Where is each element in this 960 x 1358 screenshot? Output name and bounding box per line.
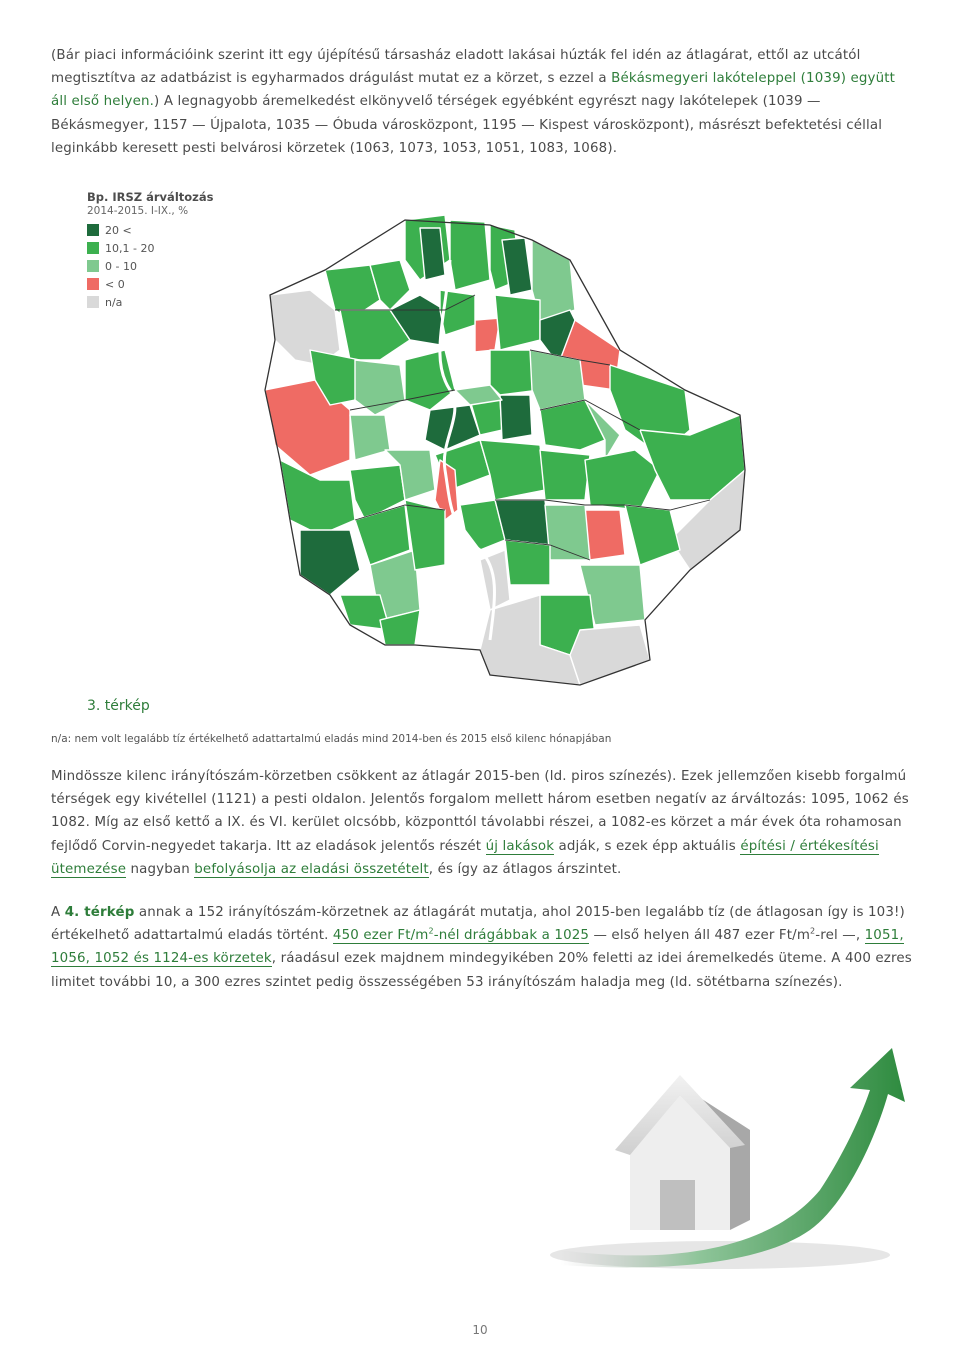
intro-paragraph (51, 44, 913, 160)
map-district (502, 238, 532, 295)
map-district (405, 350, 455, 410)
map-district (480, 440, 545, 500)
legend-item (87, 221, 213, 239)
legend-swatch (87, 260, 99, 272)
map-district (570, 625, 650, 685)
map-district (500, 395, 532, 440)
superscript: 2 (810, 926, 816, 936)
middle-text: adják, s ezek épp aktuális (554, 838, 741, 854)
map-district (355, 360, 405, 415)
map-district (450, 220, 490, 290)
intro-text: (Bár piaci információink szerint itt egy újépítésű társasház eladott lakásai húzták fel idén az átlagárat, ettől az utcától megtisztítva az adatbázist is egyharmados drágulást mutat ez a körzet, s ezzel a (51, 48, 861, 87)
map-district (300, 530, 360, 595)
bottom-text: annak a 152 irányítószám-körzetnek az átlagárát mutatja, ahol 2015-ben legalább tíz (de átlagosan így is 103!) értékelhető adattartalmú eladás történt. (51, 905, 905, 944)
legend-swatch (87, 224, 99, 236)
map-legend (87, 190, 213, 311)
map-district (540, 450, 590, 500)
map-reference: 4. térkép (64, 905, 135, 920)
legend-label: 20 < (105, 223, 132, 237)
legend-swatch (87, 278, 99, 290)
budapest-district-map (240, 200, 760, 700)
bottom-text: A (51, 905, 65, 920)
middle-text: nagyban (126, 861, 195, 877)
map-footnote: n/a: nem volt legalább tíz értékelhető adattartalmú eladás mind 2014-ben és 2015 első kilenc hónapjában (51, 733, 612, 745)
legend-label: 0 - 10 (105, 259, 137, 273)
link-uj-lakasok[interactable]: új lakások (485, 838, 555, 854)
link-text: 450 ezer Ft/m (332, 928, 429, 944)
map-district (475, 318, 500, 352)
bottom-text: -rel —, (815, 928, 865, 944)
legend-title: Bp. IRSZ árváltozás (87, 190, 214, 204)
link-450-ezer[interactable] (333, 928, 589, 944)
middle-paragraph (51, 765, 913, 881)
bottom-text: — első helyen áll 487 ezer Ft/m (589, 928, 811, 944)
legend-swatch (87, 296, 99, 308)
link-utemezes[interactable]: építési / értékesítési ütemezése (51, 838, 879, 877)
legend-label: < 0 (105, 277, 125, 291)
map-caption: 3. térkép (87, 698, 150, 714)
intro-highlight: Békásmegyeri lakóteleppel (1039) együtt áll első helyen. (51, 71, 896, 110)
legend-item (87, 275, 213, 293)
intro-text-rest: ) A legnagyobb áremelkedést elkönyvelő térségek egyébként egyrészt nagy lakótelepek (1039 — Békásmegyer, 1157 — Újpalota, 1035 — Óbuda városközpont, 1195 — Kispest városközpont), másrészt befektetési céllal leginkább keresett pesti belvárosi körzetek (1063, 1073, 1053, 1051, 1083, 1068). (51, 94, 883, 156)
legend-item (87, 293, 213, 311)
superscript: 2 (428, 926, 434, 936)
map-district (585, 450, 660, 510)
house-arrow-illustration (520, 1030, 920, 1280)
map-district (350, 415, 390, 460)
page-number: 10 (472, 1323, 488, 1337)
middle-text: Mindössze kilenc irányítószám-körzetben csökkent az átlagár 2015-ben (ld. piros színezés). Ezek jellemzően kisebb forgalmú térségek egy kivétellel (1121) a pesti oldalon. Jelentős forgalom mellett három esetben negatív az árváltozás: 1095, 1062 és 1082. Míg az első kettő a IX. és VI. kerület olcsóbb, központtól távolabbi részei, a 1082-es körzet a már évek óta rohamosan fejlődő Corvin-negyedet takarja. Itt az eladások jelentős részét (51, 769, 909, 854)
legend-item (87, 257, 213, 275)
bottom-paragraph (51, 901, 913, 994)
link-text: -nél drágábbak a 1025 (433, 928, 590, 944)
bottom-text: , ráadásul ezek majdnem mindegyikében 20% feletti az idei áremelkedés üteme. A 400 ezres limitet további 10, a 300 ezres szintet pedig összességében 53 irányítószám haladja meg (ld. sötétbarna színezés). (51, 951, 912, 990)
legend-subtitle: 2014-2015. I-IX., % (87, 205, 189, 217)
map-district (495, 295, 540, 350)
middle-text: , és így az átlagos árszintet. (428, 861, 622, 877)
legend-label: n/a (105, 295, 123, 309)
map-district (625, 505, 680, 565)
legend-item (87, 239, 213, 257)
map-district (505, 540, 550, 585)
legend-swatch (87, 242, 99, 254)
link-korzetek[interactable]: 1051, 1056, 1052 és 1124-es körzetek (51, 928, 904, 967)
legend-label: 10,1 - 20 (105, 241, 155, 255)
map-district (420, 228, 445, 280)
house-icon (615, 1075, 750, 1230)
link-osszetetel[interactable]: befolyásolja az eladási összetételt (194, 861, 429, 877)
